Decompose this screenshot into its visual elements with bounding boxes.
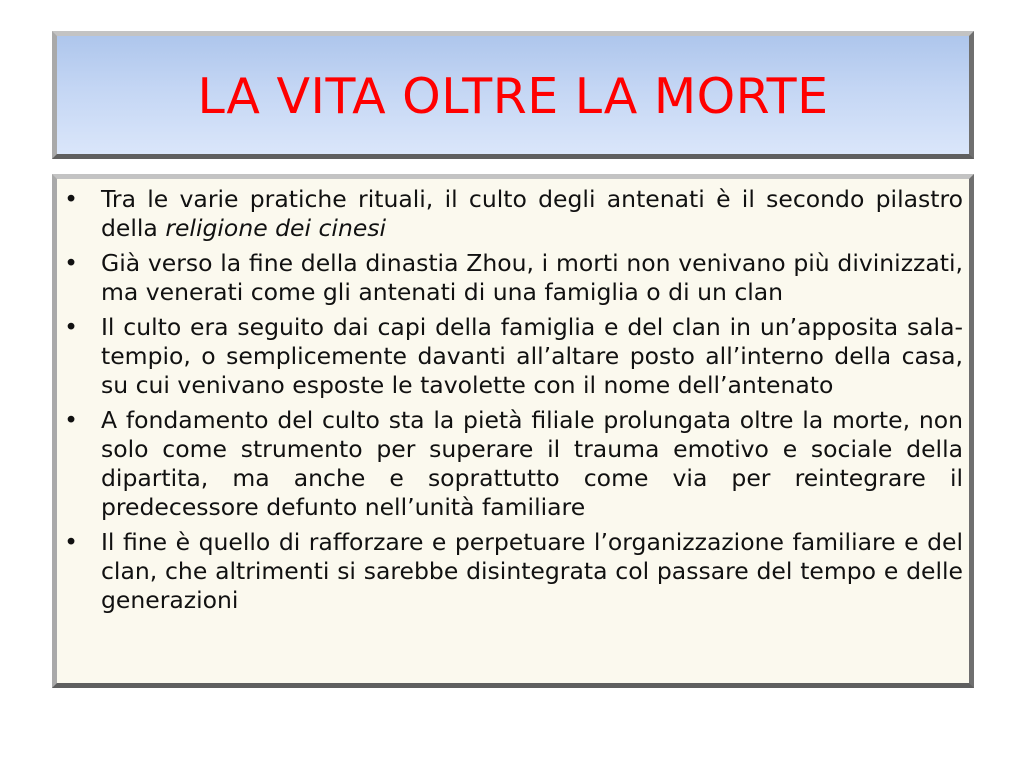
- bullet-text: Il culto era seguito dai capi della famiglia e del clan in un’apposita sala-tempio, o semplicemente davanti all’altare posto all’interno della casa, su cui venivano esposte le tavolette con il nome dell’antenato: [101, 313, 963, 399]
- bullet-item: [57, 249, 963, 307]
- bullet-item: [57, 185, 963, 243]
- bullet-text: Già verso la fine della dinastia Zhou, i morti non venivano più divinizzati, ma venerati come gli antenati di una famiglia o di un clan: [101, 249, 963, 306]
- bullet-icon: •: [64, 313, 78, 341]
- title-box: [52, 31, 974, 159]
- bullet-icon: •: [64, 249, 78, 277]
- bullet-italic-text: religione dei cinesi: [165, 214, 387, 242]
- bullet-text: Il fine è quello di rafforzare e perpetuare l’organizzazione familiare e del clan, che altrimenti si sarebbe disintegrata col passare del tempo e delle generazioni: [101, 528, 963, 614]
- bullet-icon: •: [64, 185, 78, 213]
- bullet-icon: •: [64, 528, 78, 556]
- bullet-item: [57, 528, 963, 615]
- bullet-list: [57, 179, 969, 615]
- bullet-text: A fondamento del culto sta la pietà filiale prolungata oltre la morte, non solo come strumento per superare il trauma emotivo e sociale della dipartita, ma anche e soprattutto come via per reintegrare il predecessore defunto nell’unità familiare: [101, 406, 963, 521]
- slide-title: LA VITA OLTRE LA MORTE: [197, 67, 829, 125]
- bullet-icon: •: [64, 406, 78, 434]
- bullet-item: [57, 406, 963, 522]
- content-box: [52, 174, 974, 688]
- bullet-item: [57, 313, 963, 400]
- bullet-text: Tra le varie pratiche rituali, il culto degli antenati è il secondo pilastro della: [101, 185, 963, 242]
